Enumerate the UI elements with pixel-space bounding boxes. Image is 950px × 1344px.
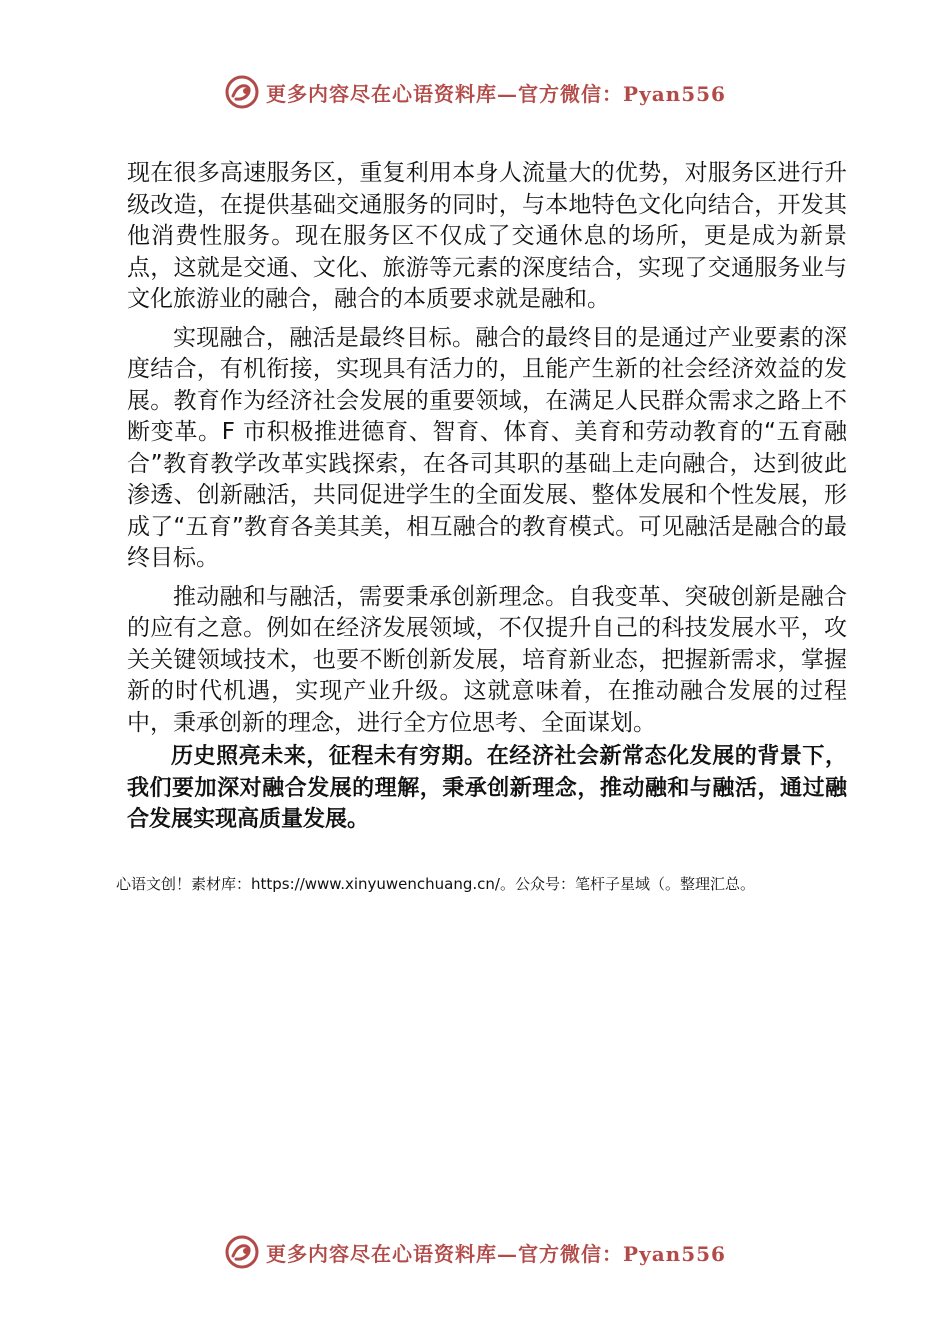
banner-text: 更多内容尽在心语资料库—官方微信：Pyan556 [266, 1241, 726, 1266]
source-credit: 心语文创！素材库：https://www.xinyuwenchuang.cn/。公众号：笔杆子星域（。整理汇总。 [116, 875, 755, 893]
paragraph-1: 现在很多高速服务区，重复利用本身人流量大的优势，对服务区进行升级改造，在提供基础交通服务的同时，与本地特色文化向结合，开发其他消费性服务。现在服务区不仅成了交通休息的场所，更是成为新景点，这就是交通、文化、旅游等元素的深度结合，实现了交通服务业与文化旅游业的融合，融合的本质要求就是融和。 [127, 160, 847, 312]
paragraph-3: 推动融和与融活，需要秉承创新理念。自我变革、突破创新是融合的应有之意。例如在经济发展领域，不仅提升自己的科技发展水平，攻关关键领域技术，也要不断创新发展，培育新业态，把握新需求，掌握新的时代机遇，实现产业升级。这就意味着，在推动融合发展的过程中，秉承创新的理念，进行全方位思考、全面谋划。 [127, 583, 847, 736]
footer-banner [0, 1230, 950, 1274]
seal-logo-icon [224, 74, 260, 110]
banner-text: 更多内容尽在心语资料库—官方微信：Pyan556 [266, 81, 726, 106]
seal-logo-icon [224, 1234, 260, 1270]
article-body [127, 158, 847, 836]
header-banner [0, 70, 950, 114]
paragraph-2: 实现融合，融活是最终目标。融合的最终目的是通过产业要素的深度结合，有机衔接，实现具有活力的，且能产生新的社会经济效益的发展。教育作为经济社会发展的重要领域，在满足人民群众需求之路上不断变革。F 市积极推进德育、智育、体育、美育和劳动教育的“五育融合”教育教学改革实践探索，在各司其职的基础上走向融合，达到彼此渗透、创新融活，共同促进学生的全面发展、整体发展和个性发展，形成了“五育”教育各美其美，相互融合的教育模式。可见融活是融合的最终目标。 [127, 324, 847, 571]
paragraph-4-conclusion: 历史照亮未来，征程未有穷期。在经济社会新常态化发展的背景下，我们要加深对融合发展的理解，秉承创新理念，推动融和与融活，通过融合发展实现高质量发展。 [127, 744, 847, 832]
